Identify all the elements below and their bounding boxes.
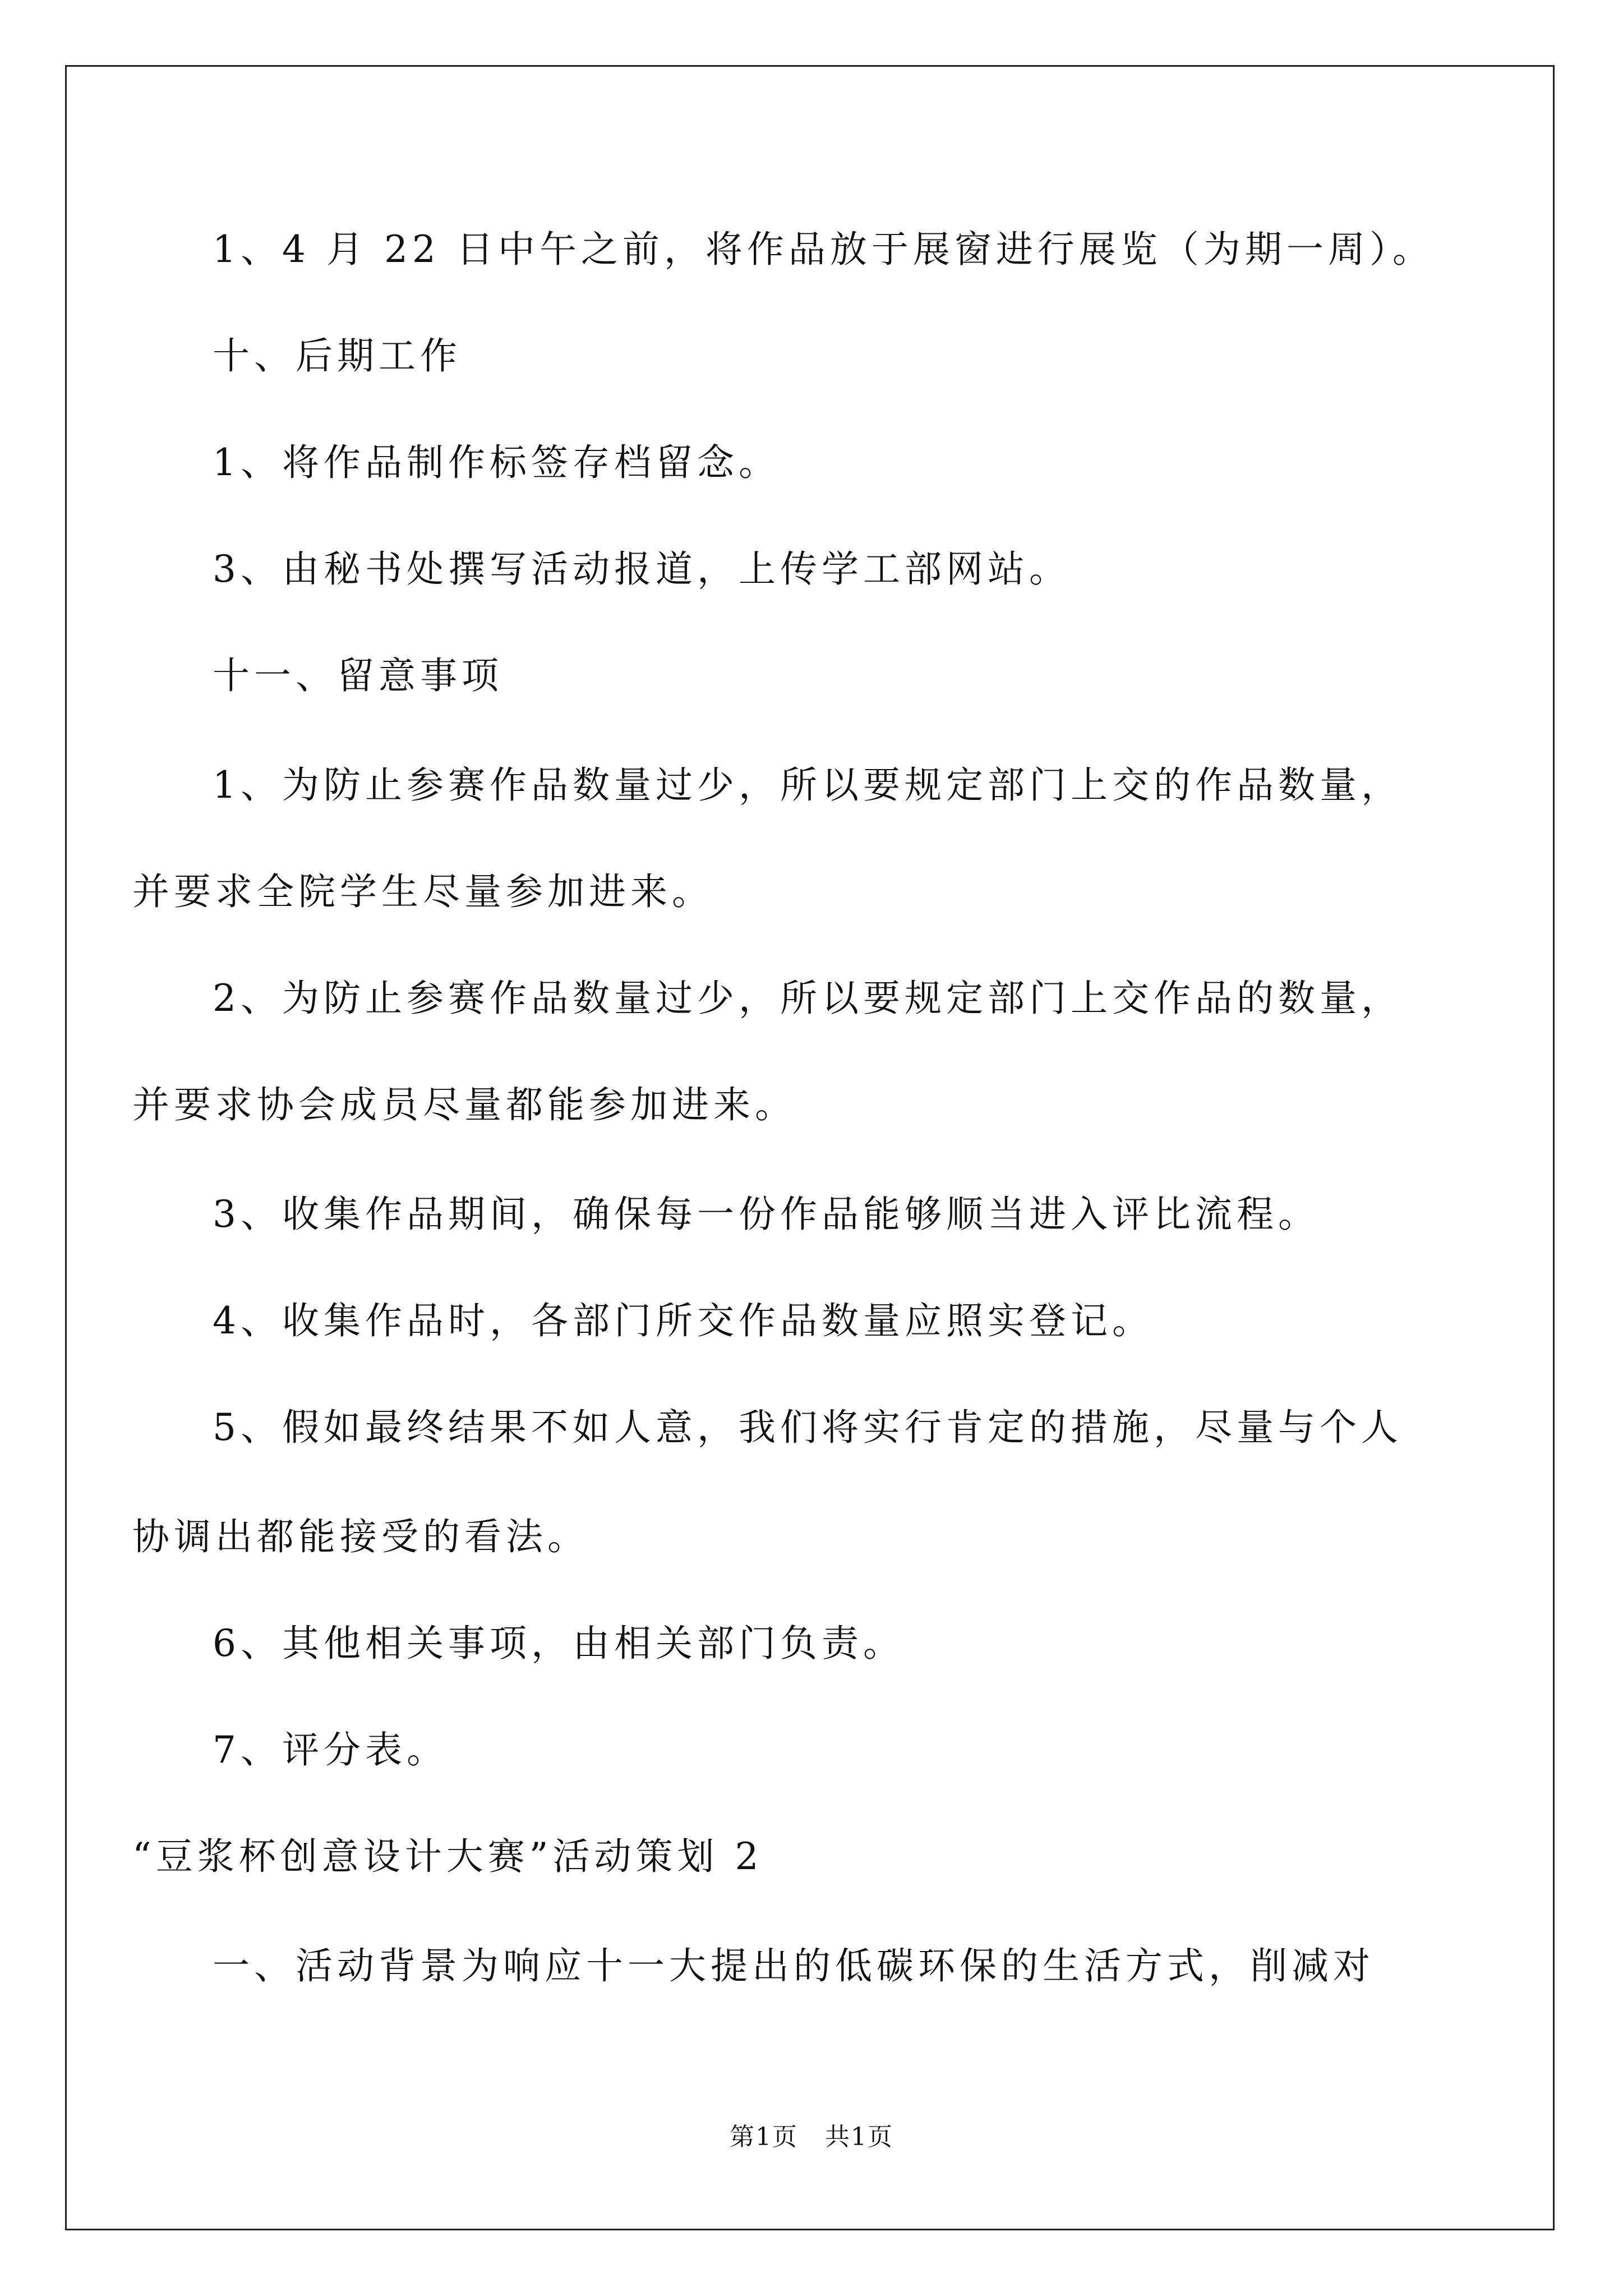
text-line: 1、将作品制作标签存档留念。 [213, 441, 780, 484]
text-line: 一、活动背景为响应十一大提出的低碳环保的生活方式，削减对 [213, 1944, 1375, 1987]
section-heading: 十一、留意事项 [213, 654, 503, 697]
text-line: 1、4 月 22 日中午之前，将作品放于展窗进行展览（为期一周）。 [213, 228, 1434, 271]
text-line: 3、收集作品期间，确保每一份作品能够顺当进入评比流程。 [213, 1193, 1320, 1236]
text-line: 4、收集作品时，各部门所交作品数量应照实登记。 [213, 1299, 1154, 1342]
text-line: 协调出都能接受的看法。 [132, 1515, 589, 1558]
text-line: 1、为防止参赛作品数量过少，所以要规定部门上交的作品数量， [213, 763, 1403, 807]
section-heading: 十、后期工作 [213, 334, 462, 378]
text-line: 2、为防止参赛作品数量过少，所以要规定部门上交作品的数量， [213, 977, 1403, 1020]
text-line: 6、其他相关事项，由相关部门负责。 [213, 1622, 905, 1665]
text-line: 3、由秘书处撰写活动报道，上传学工部网站。 [213, 547, 1071, 591]
text-line: 并要求协会成员尽量都能参加进来。 [132, 1083, 796, 1126]
text-line: 并要求全院学生尽量参加进来。 [132, 870, 713, 913]
page-border [65, 65, 1555, 2230]
text-line: 7、评分表。 [213, 1728, 448, 1772]
section-title: “豆浆杯创意设计大赛”活动策划 2 [132, 1835, 763, 1878]
page-footer: 第1页 共1页 [730, 2123, 893, 2151]
text-line: 5、假如最终结果不如人意，我们将实行肯定的措施，尽量与个人 [213, 1406, 1403, 1449]
